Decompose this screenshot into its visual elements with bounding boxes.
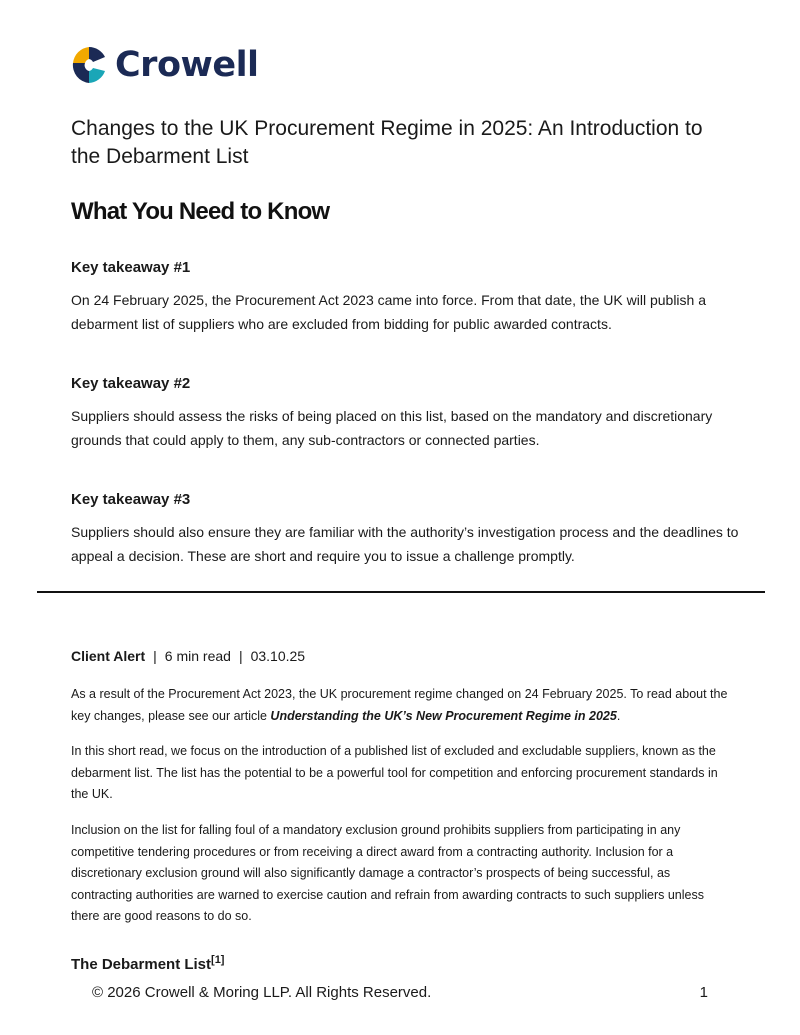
debarment-list-heading (71, 950, 224, 975)
section-heading: What You Need to Know (71, 198, 330, 225)
body-paragraph-3: Inclusion on the list for falling foul of a mandatory exclusion ground prohibits suppliers from participating in any competitive tendering procedures or from receiving a direct award from a contracting authority. Inclusion for a discretionary exclusion ground will also significantly damage a contractor’s prospects of being successful, as contracting authorities are warned to exercise caution and refrain from awarding contracts to such suppliers unless there are good reasons to do so. (71, 823, 704, 923)
logo-text: Crowell (115, 45, 259, 85)
key-takeaway-2 (71, 374, 741, 452)
meta-separator: | (153, 648, 157, 664)
footer-copyright: © 2026 Crowell & Moring LLP. All Rights Reserved. (92, 984, 432, 1001)
heading-text: The Debarment List (71, 956, 212, 973)
body-paragraph-2: In this short read, we focus on the introduction of a published list of excluded and excludable suppliers, known as the debarment list. The list has the potential to be a powerful tool for competition and enforcing procurement standards in the UK. (71, 744, 718, 801)
page-number: 1 (699, 984, 708, 1001)
paragraph-text: . (616, 708, 621, 723)
takeaway-heading: Key takeaway #1 (71, 259, 191, 276)
article-meta (71, 647, 305, 665)
key-takeaway-3 (71, 490, 741, 568)
article-date: 03.10.25 (250, 648, 306, 664)
takeaway-text: On 24 February 2025, the Procurement Act 2023 came into force. From that date, the UK will publish a debarment list of suppliers who are excluded from bidding for public awarded contracts. (71, 292, 706, 332)
section-divider (37, 591, 765, 593)
crowell-logo-icon (71, 45, 107, 85)
meta-separator: | (238, 648, 243, 664)
takeaway-heading: Key takeaway #2 (71, 375, 191, 392)
page-title: Changes to the UK Procurement Regime in 2025: An Introduction to the Debarment List (71, 117, 703, 168)
paragraph-text: As a result of the Procurement Act 2023, the UK procurement regime changed on 24 February 2025. To read about the key changes, please see our article (71, 687, 728, 723)
takeaway-heading: Key takeaway #3 (71, 491, 191, 508)
read-time: 6 min read (164, 648, 231, 664)
footnote-link[interactable]: [1] (211, 954, 225, 966)
takeaway-text: Suppliers should assess the risks of being placed on this list, based on the mandatory and discretionary grounds that could apply to them, any sub-contractors or connected parties. (71, 408, 713, 448)
key-takeaway-1 (71, 258, 741, 336)
body-paragraph-1 (71, 684, 731, 727)
crowell-logo (71, 45, 259, 85)
article-type: Client Alert (71, 648, 146, 664)
takeaway-text: Suppliers should also ensure they are familiar with the authority’s investigation process and the deadlines to appeal a decision. These are short and require you to issue a challenge promptly. (71, 524, 739, 564)
article-link[interactable]: Understanding the UK’s New Procurement Regime in 2025 (270, 708, 617, 723)
